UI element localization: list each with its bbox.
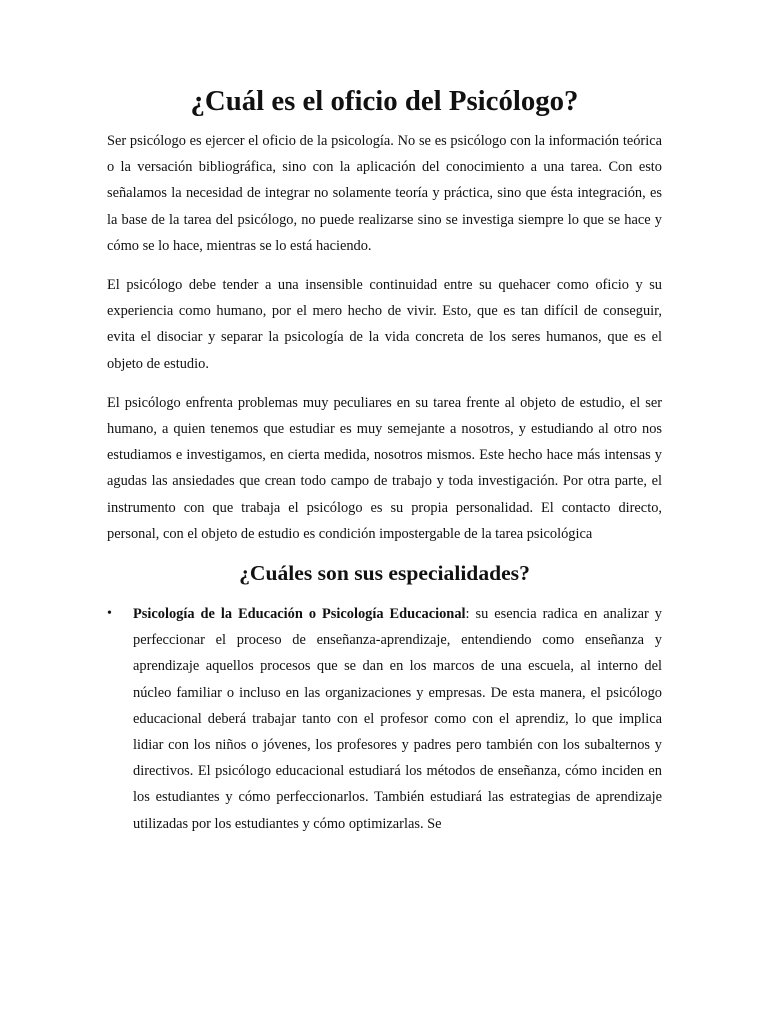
specialties-list bbox=[107, 601, 662, 837]
list-item bbox=[107, 601, 662, 837]
heading-especialidades: ¿Cuáles son sus especialidades? bbox=[239, 561, 530, 586]
bullet-icon: • bbox=[107, 606, 112, 622]
document-page bbox=[107, 85, 662, 837]
heading-oficio: ¿Cuál es el oficio del Psicólogo? bbox=[190, 85, 579, 117]
paragraph-1: Ser psicólogo es ejercer el oficio de la psicología. No se es psicólogo con la información teórica o la versación bibliográfica, sino con la aplicación del conocimiento a una tarea. Con esto señalamos la necesidad de integrar no solamente teoría y práctica, sino que ésta integración, es la base de la tarea del psicólogo, no puede realizarse sino se investiga siempre lo que se hace y cómo se lo hace, mientras se lo está haciendo. bbox=[107, 133, 662, 254]
specialty-description: : su esencia radica en analizar y perfeccionar el proceso de enseñanza-aprendizaje, entendiendo como enseñanza y aprendizaje aquellos procesos que se dan en los marcos de una escuela, al interno del núcleo familiar o incluso en las organizaciones y empresas. De esta manera, el psicólogo educacional deberá trabajar tanto con el profesor como con el aprendiz, lo que implica lidiar con los niños o jóvenes, los profesores y padres pero también con los subalternos y directivos. El psicólogo educacional estudiará los métodos de enseñanza, cómo inciden en los estudiantes y cómo perfeccionarlos. También estudiará las estrategias de aprendizaje utilizadas por los estudiantes y cómo optimizarlas. Se bbox=[133, 606, 662, 832]
specialty-term: Psicología de la Educación o Psicología Educacional bbox=[133, 606, 466, 623]
paragraph-2: El psicólogo debe tender a una insensible continuidad entre su quehacer como oficio y su experiencia como humano, por el mero hecho de vivir. Esto, que es tan difícil de conseguir, evita el disociar y separar la psicología de la vida concreta de los seres humanos, que es el objeto de estudio. bbox=[107, 277, 662, 372]
paragraph-3: El psicólogo enfrenta problemas muy peculiares en su tarea frente al objeto de estudio, el ser humano, a quien tenemos que estudiar es muy semejante a nosotros, y estudiando al otro nos estudiamos e investigamos, en cierta medida, nosotros mismos. Este hecho hace más intensas y agudas las ansiedades que crean todo campo de trabajo y toda investigación. Por otra parte, el instrumento con que trabaja el psicólogo es su propia personalidad. El contacto directo, personal, con el objeto de estudio es condición impostergable de la tarea psicológica bbox=[107, 394, 662, 542]
